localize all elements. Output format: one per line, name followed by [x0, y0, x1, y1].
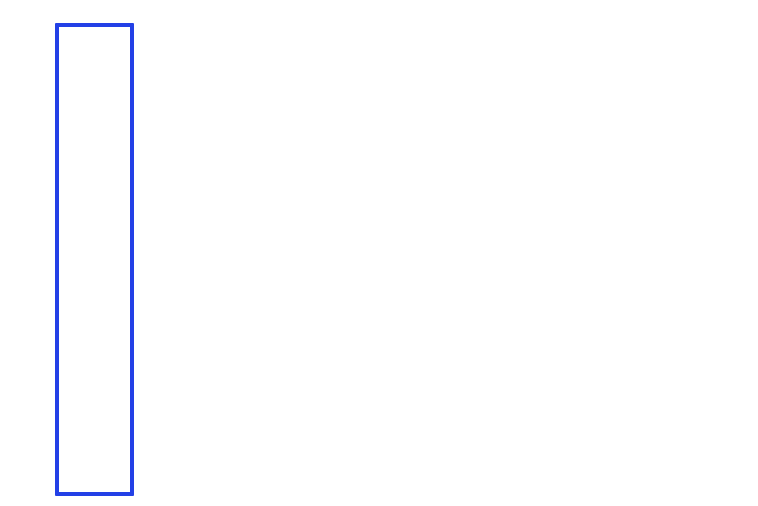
selection-highlight	[55, 23, 134, 496]
header-el[interactable]	[741, 8, 758, 30]
header-standard[interactable]	[136, 8, 422, 30]
header-ansicht[interactable]	[463, 8, 699, 30]
